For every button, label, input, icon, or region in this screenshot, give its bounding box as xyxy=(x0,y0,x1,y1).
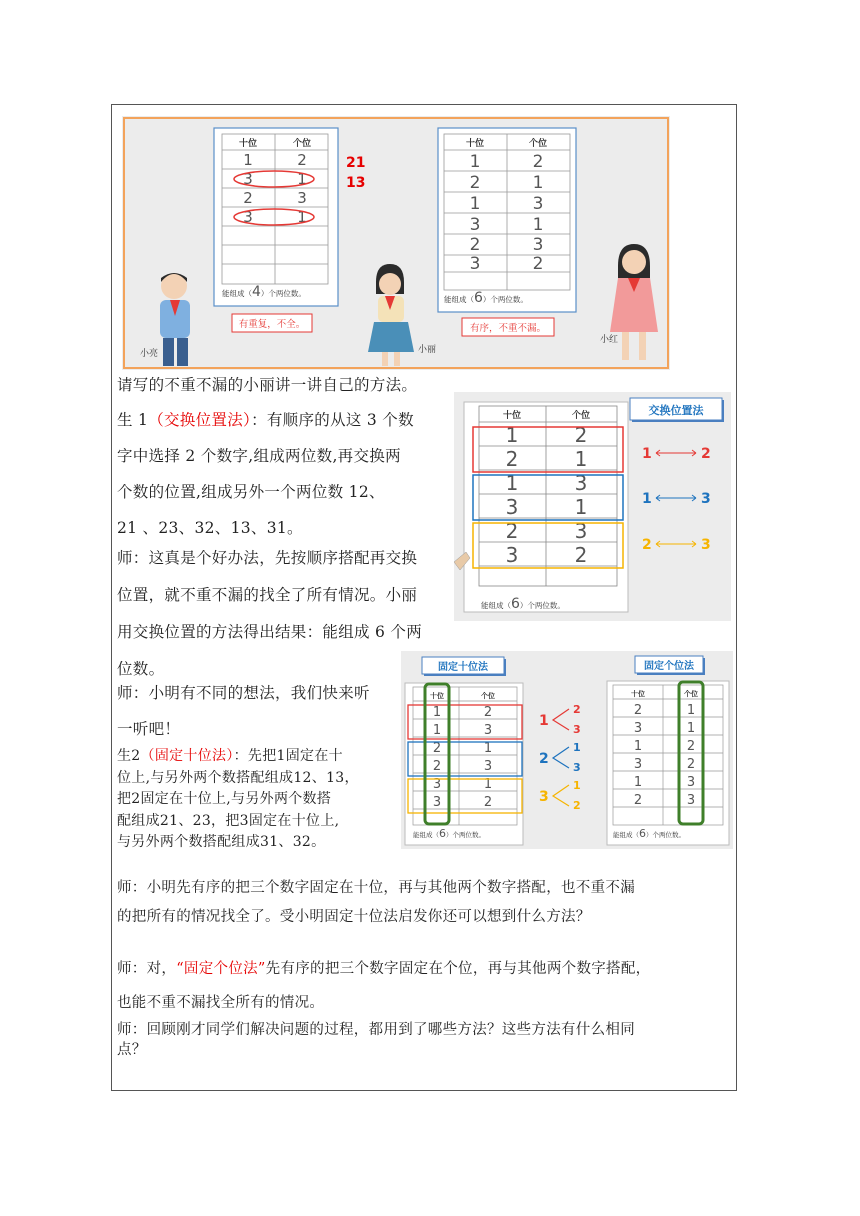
fixed-ones-cell: 3 xyxy=(633,721,643,736)
fixed-tens-cell: 3 xyxy=(432,777,442,792)
fixed-tens-cell: 2 xyxy=(483,705,493,720)
swap-cell: 2 xyxy=(505,519,519,543)
fixed-tens-cell: 1 xyxy=(483,741,493,756)
side-number: 13 xyxy=(346,175,366,191)
t1-cell: 1 xyxy=(297,170,307,188)
branch-root: 3 xyxy=(539,789,549,805)
method-fixed-tens-label: （固定十位法） xyxy=(140,748,234,764)
t2-comment: 有序，不重不漏。 xyxy=(469,323,547,334)
teacher5-paragraph: 师：回顾刚才同学们解决问题的过程，都用到了哪些方法？这些方法有什么相同 点？ xyxy=(117,1022,635,1058)
swap-cell: 3 xyxy=(574,519,588,543)
t2-header-ones: 个位 xyxy=(528,139,548,149)
svg-text:能组成（6）个两位数。: 能组成（6）个两位数。 xyxy=(481,596,565,612)
swap-cell: 3 xyxy=(505,495,519,519)
t1-cell: 2 xyxy=(297,151,307,169)
fixed-tens-header: 个位 xyxy=(481,692,495,700)
svg-text:能组成（4）个两位数。: 能组成（4）个两位数。 xyxy=(222,284,306,300)
swap-cell: 1 xyxy=(574,447,588,471)
svg-text:能组成（6）个两位数。: 能组成（6）个两位数。 xyxy=(444,290,528,306)
swap-cell: 2 xyxy=(505,447,519,471)
t2-cell: 1 xyxy=(532,215,544,235)
swap-method-figure xyxy=(454,392,731,621)
swap-header-tens: 十位 xyxy=(502,411,522,421)
top-figure xyxy=(122,116,670,370)
branch-leaf: 1 xyxy=(573,779,581,792)
t1-header-tens: 十位 xyxy=(238,139,258,149)
fixed-ones-cell: 1 xyxy=(633,775,643,790)
fixed-ones-cell: 2 xyxy=(686,739,696,754)
fixed-ones-title: 固定个位法 xyxy=(644,661,694,672)
fixed-ones-cell: 3 xyxy=(686,775,696,790)
branch-leaf: 3 xyxy=(573,761,581,774)
swap-cell: 3 xyxy=(505,543,519,567)
line-intro: 请写的不重不漏的小丽讲一讲自己的方法。 xyxy=(117,376,418,394)
t2-cell: 2 xyxy=(469,173,481,193)
fixed-ones-cell: 2 xyxy=(633,703,643,718)
t1-comment: 有重复，不全。 xyxy=(238,319,306,330)
teacher1-paragraph: 师：这真是个好办法，先按顺序搭配再交换 位置，就不重不漏的找全了所有情况。小丽 用交换位置的方法得出结果：能组成 6 个两 位数。 xyxy=(117,549,423,678)
branch-leaf: 1 xyxy=(573,741,581,754)
svg-text:能组成（6）个两位数。: 能组成（6）个两位数。 xyxy=(613,827,685,840)
t2-cell: 3 xyxy=(469,215,481,235)
fixed-method-figure xyxy=(401,651,733,849)
fixed-tens-cell: 3 xyxy=(432,795,442,810)
child-name-1: 小亮 xyxy=(140,349,159,359)
t1-cell: 2 xyxy=(243,189,253,207)
t2-cell: 2 xyxy=(532,152,544,172)
branch-root: 1 xyxy=(539,713,549,729)
t2-cell: 1 xyxy=(469,152,481,172)
swap-title: 交换位置法 xyxy=(648,404,704,417)
fixed-ones-cell: 2 xyxy=(686,757,696,772)
swap-cell: 1 xyxy=(574,495,588,519)
fixed-tens-header: 十位 xyxy=(430,692,444,700)
fixed-tens-cell: 3 xyxy=(483,759,493,774)
fixed-ones-cell: 3 xyxy=(633,757,643,772)
swap-pair-left: 2 xyxy=(642,537,652,553)
teacher3-paragraph: 师：小明先有序的把三个数字固定在十位，再与其他两个数字搭配，也不重不漏 的把所有的情况找全了。受小明固定十位法启发你还可以想到什么方法？ xyxy=(117,880,635,925)
fixed-tens-cell: 3 xyxy=(483,723,493,738)
branch-leaf: 2 xyxy=(573,799,581,812)
swap-pair-left: 1 xyxy=(642,491,652,507)
fixed-tens-cell: 2 xyxy=(432,741,442,756)
student2-paragraph: 生2（固定十位法）：先把1固定在十 位上,与另外两个数搭配组成12、13， 把2固定在十位上,与另外两个数搭 配组成21、23，把3固定在十位上, 与另外两个数搭配组成31、32。 xyxy=(117,748,359,850)
fixed-tens-cell: 1 xyxy=(483,777,493,792)
side-number: 21 xyxy=(346,155,366,171)
swap-header-ones: 个位 xyxy=(571,411,591,421)
t1-cell: 1 xyxy=(297,208,307,226)
method-swap-label: （交换位置法） xyxy=(148,411,252,429)
branch-leaf: 3 xyxy=(573,723,581,736)
swap-cell: 1 xyxy=(505,423,519,447)
swap-cell: 2 xyxy=(574,423,588,447)
swap-pair-left: 1 xyxy=(642,446,652,462)
child-name-3: 小红 xyxy=(600,335,619,345)
fixed-tens-cell: 1 xyxy=(432,723,442,738)
t1-cell: 3 xyxy=(243,170,253,188)
t1-cell: 3 xyxy=(243,208,253,226)
svg-text:能组成（6）个两位数。: 能组成（6）个两位数。 xyxy=(413,827,485,840)
fixed-ones-cell: 2 xyxy=(633,793,643,808)
t2-cell: 3 xyxy=(469,254,481,274)
fixed-tens-title: 固定十位法 xyxy=(438,662,488,673)
t2-cell: 1 xyxy=(469,194,481,214)
fixed-ones-cell: 3 xyxy=(686,793,696,808)
t2-cell: 3 xyxy=(532,235,544,255)
fixed-ones-cell: 1 xyxy=(686,703,696,718)
swap-pair-right: 3 xyxy=(701,491,711,507)
teacher2-paragraph: 师：小明有不同的想法，我们快来听 一听吧！ xyxy=(117,684,370,738)
child-name-2: 小丽 xyxy=(418,345,437,355)
swap-pair-right: 3 xyxy=(701,537,711,553)
branch-leaf: 2 xyxy=(573,703,581,716)
swap-cell: 1 xyxy=(505,471,519,495)
fixed-ones-header: 个位 xyxy=(684,690,698,698)
swap-cell: 3 xyxy=(574,471,588,495)
student1-paragraph: 生 1（交换位置法）：有顺序的从这 3 个数 字中选择 2 个数字,组成两位数,再交换两 个数的位置,组成另外一个两位数 12、 21 、23、32、13、31。 xyxy=(117,411,414,537)
fixed-tens-cell: 2 xyxy=(432,759,442,774)
t2-cell: 1 xyxy=(532,173,544,193)
t1-cell: 1 xyxy=(243,151,253,169)
method-fixed-ones-label: “固定个位法” xyxy=(176,961,266,977)
fixed-tens-cell: 2 xyxy=(483,795,493,810)
swap-cell: 2 xyxy=(574,543,588,567)
fixed-ones-cell: 1 xyxy=(633,739,643,754)
fixed-ones-header: 十位 xyxy=(631,690,645,698)
branch-root: 2 xyxy=(539,751,549,767)
t1-header-ones: 个位 xyxy=(292,139,312,149)
t2-cell: 3 xyxy=(532,194,544,214)
t2-cell: 2 xyxy=(532,254,544,274)
t2-cell: 2 xyxy=(469,235,481,255)
teacher4-paragraph: 师：对，“固定个位法”先有序的把三个数字固定在个位，再与其他两个数字搭配， 也能不重不漏找全所有的情况。 xyxy=(117,961,651,1011)
fixed-tens-cell: 1 xyxy=(432,705,442,720)
fixed-ones-cell: 1 xyxy=(686,721,696,736)
swap-pair-right: 2 xyxy=(701,446,711,462)
t1-cell: 3 xyxy=(297,189,307,207)
t2-header-tens: 十位 xyxy=(465,139,485,149)
